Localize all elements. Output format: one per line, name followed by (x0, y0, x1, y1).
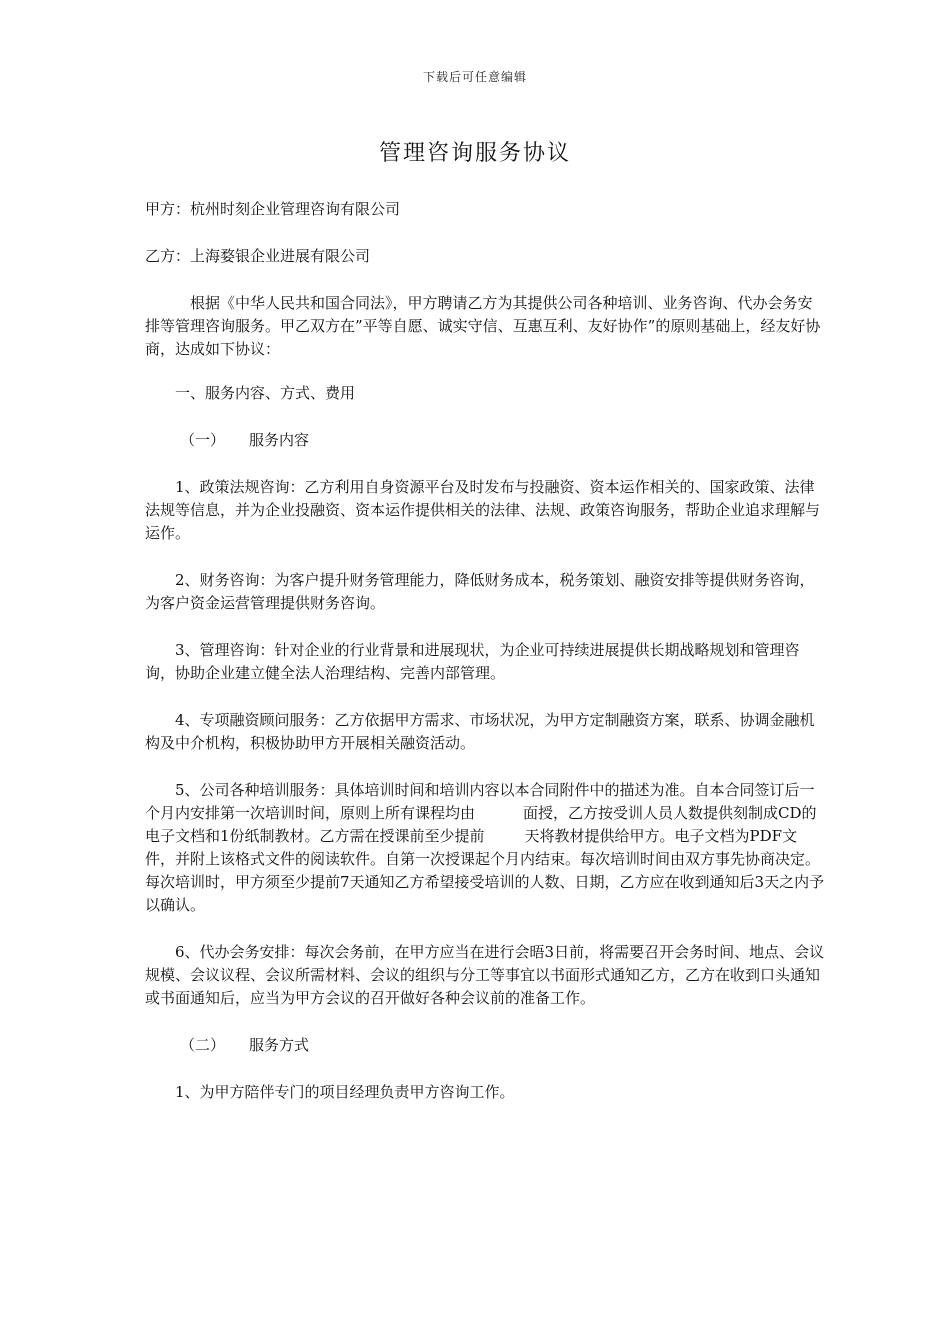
subsection-label: 服务方式 (249, 1036, 310, 1054)
service-clause-1: 1、为甲方陪伴专门的项目经理负责甲方咨询工作。 (175, 1083, 515, 1101)
clause-5-part-3: 天将教材提供给甲方。电子文档为PDF文件，并附上该格式文件的阅读软件。自第一次授课起个月内结束。每次培训时间由双方事先协商决定。每次培训时，甲方须至少提前7天通知乙方希望接受培训的人数、日期，乙方应在收到通知后3天之内予以确认。 (145, 827, 825, 914)
clause-5 (145, 779, 825, 917)
clause-5-part-1: 5、公司各种培训服务：具体培训时间和培训内容以本合同附件中的描述为准。自本合同签订后一个月内安排第一次培训时间，原则上所有课程均由 (145, 781, 815, 822)
party-a: 甲方：杭州时刻企业管理咨询有限公司 (145, 200, 401, 218)
subsection-label: 服务内容 (249, 431, 310, 449)
document-body (145, 198, 825, 1128)
header-note: 下载后可任意编辑 (422, 70, 527, 84)
intro-paragraph: 根据《中华人民共和国合同法》，甲方聘请乙方为其提供公司各种培训、业务咨询、代办会务安排等管理咨询服务。甲乙双方在”平等自愿、诚实守信、互惠互利、友好协作”的原则基础上，经友好协商，达成如下协议： (145, 294, 821, 358)
clause-4: 4、专项融资顾问服务：乙方依据甲方需求、市场状况，为甲方定制融资方案，联系、协调金融机构及中介机构，积极协助甲方开展相关融资活动。 (145, 711, 815, 752)
subsection-heading-2 (145, 1034, 825, 1057)
subsection-number: （一） (180, 431, 226, 449)
subsection-number: （二） (180, 1036, 226, 1054)
section-heading-1: 一、服务内容、方式、费用 (175, 384, 356, 402)
clause-3: 3、管理咨询：针对企业的行业背景和进展现状，为企业可持续进展提供长期战略规划和管理咨询，协助企业建立健全法人治理结构、完善内部管理。 (145, 641, 800, 682)
clause-1: 1、政策法规咨询：乙方利用自身资源平台及时发布与投融资、资本运作相关的、国家政策、法律法规等信息，并为企业投融资、资本运作提供相关的法律、法规、政策咨询服务，帮助企业追求理解与运作。 (145, 478, 821, 542)
clause-6: 6、代办会务安排：每次会务前，在甲方应当在进行会晤3日前，将需要召开会务时间、地点、会议规模、会议议程、会议所需材料、会议的组织与分工等事宜以书面形式通知乙方，乙方在收到口头通知或书面通知后，应当为甲方会议的召开做好各种会议前的准备工作。 (145, 943, 825, 1007)
clause-2: 2、财务咨询：为客户提升财务管理能力，降低财务成本，税务策划、融资安排等提供财务咨询，为客户资金运营管理提供财务咨询。 (145, 571, 815, 612)
party-b: 乙方：上海婺银企业进展有限公司 (145, 247, 371, 265)
document-title: 管理咨询服务协议 (378, 141, 571, 166)
clause-5-part-2: 面授，乙方按受训人员人数提供刻制成CD的电子文档和1份纸制教材。乙方需在授课前至少提前 (145, 804, 817, 845)
subsection-heading-1 (145, 429, 825, 452)
